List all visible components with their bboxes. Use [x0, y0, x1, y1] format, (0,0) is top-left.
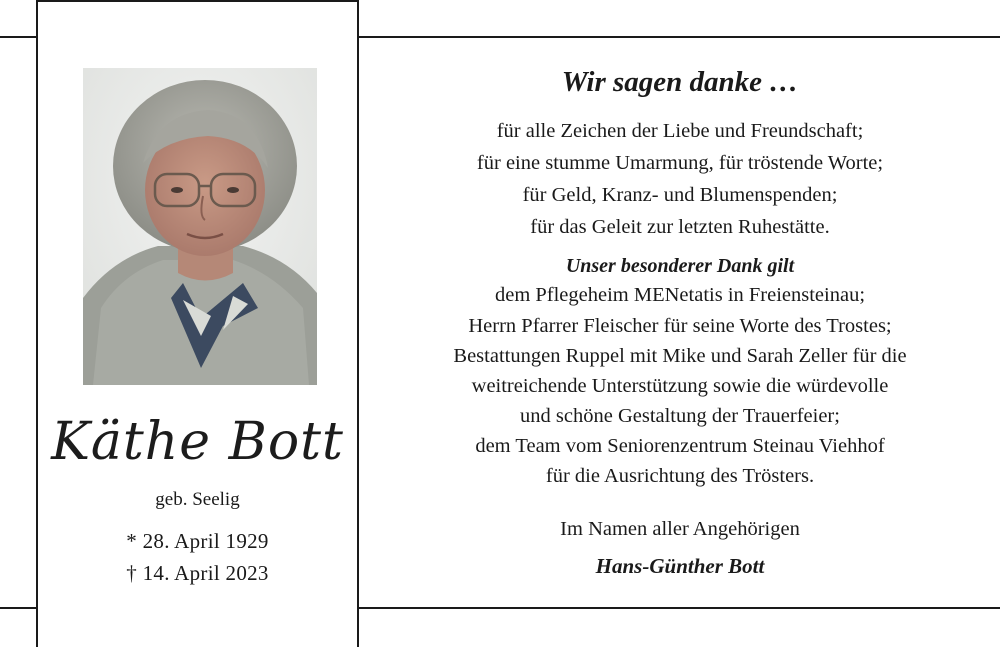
- intro-line: für eine stumme Umarmung, für tröstende Worte;: [476, 152, 884, 174]
- signature: Hans-Günther Bott: [595, 554, 765, 578]
- special-thanks-heading: Unser besonderer Dank gilt: [565, 255, 795, 277]
- special-line: Herrn Pfarrer Fleischer für seine Worte des Trostes;: [468, 315, 892, 337]
- portrait-photo: [83, 68, 317, 385]
- memorial-card: [36, 0, 359, 647]
- special-line: für die Ausrichtung des Trösters.: [545, 465, 815, 487]
- portrait-illustration: [83, 68, 317, 385]
- maiden-name: geb. Seelig: [155, 489, 240, 510]
- special-line: dem Pflegeheim MENetatis in Freiensteinau;: [494, 284, 866, 306]
- death-date: † 14. April 2023: [126, 561, 269, 585]
- closing-line: Im Namen aller Angehörigen: [560, 518, 800, 540]
- birth-date: * 28. April 1929: [126, 529, 269, 553]
- special-line: weitreichende Unterstützung sowie die würdevolle: [471, 375, 889, 397]
- special-line: dem Team vom Seniorenzentrum Steinau Viehhof: [475, 435, 885, 457]
- thanks-title: Wir sagen danke …: [561, 66, 799, 98]
- intro-line: für alle Zeichen der Liebe und Freundschaft;: [496, 120, 864, 142]
- intro-line: für das Geleit zur letzten Ruhestätte.: [530, 216, 830, 238]
- intro-line: für Geld, Kranz- und Blumenspenden;: [522, 184, 838, 206]
- deceased-name: Käthe Bott: [51, 412, 344, 472]
- special-line: und schöne Gestaltung der Trauerfeier;: [520, 405, 840, 427]
- special-line: Bestattungen Ruppel mit Mike und Sarah Zeller für die: [453, 345, 907, 367]
